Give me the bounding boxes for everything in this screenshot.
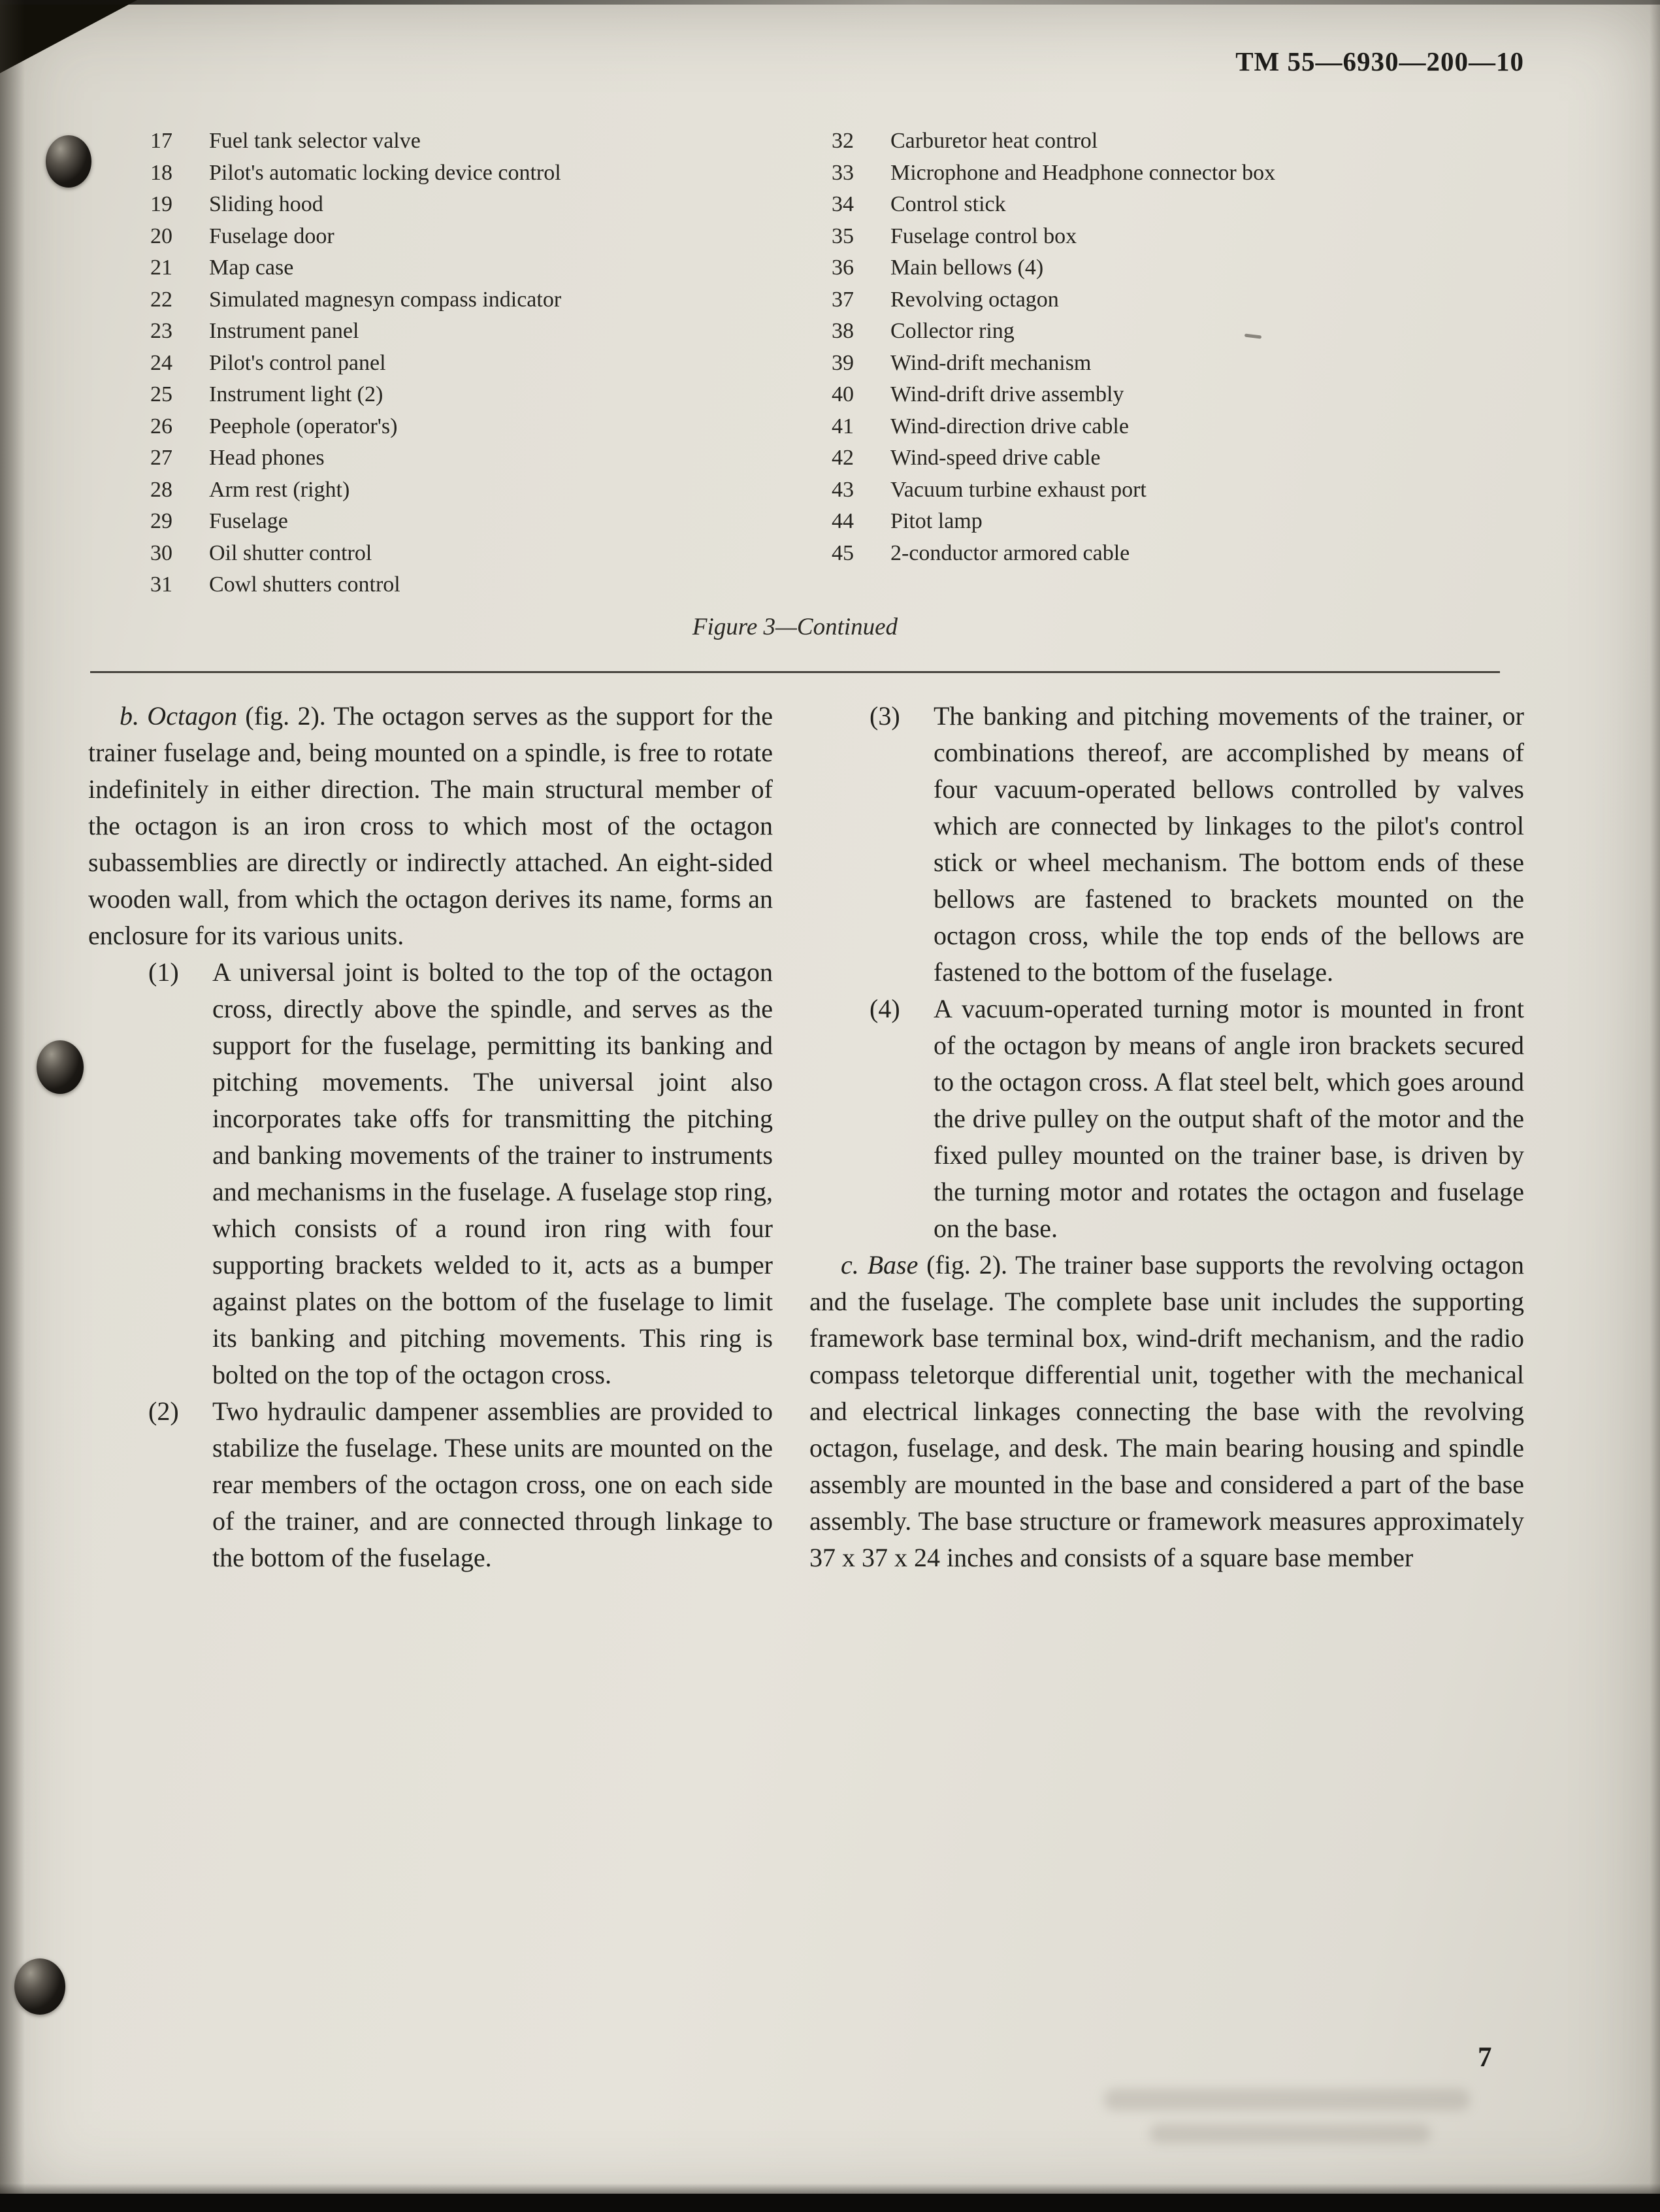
parts-list-item xyxy=(832,538,1529,570)
doc-number: TM 55—6930—200—10 xyxy=(1235,46,1524,76)
scan-left-edge xyxy=(0,0,25,2212)
parts-list-item xyxy=(150,411,832,443)
parts-list-item xyxy=(832,442,1529,474)
part-number: 41 xyxy=(832,414,854,438)
paragraph-text: Two hydraulic dampener assemblies are provided to stabilize the fuselage. These units are mounted on the rear members of the octagon cross, one on each side of the trainer, and are connected through linkage to the bottom of the fuselage. xyxy=(212,1396,773,1572)
parts-list-item xyxy=(150,157,832,190)
parts-list-item xyxy=(150,569,832,601)
part-label: Head phones xyxy=(209,446,325,470)
page-number: 7 xyxy=(1478,2042,1492,2073)
part-number: 36 xyxy=(832,256,854,280)
part-number: 44 xyxy=(832,509,854,533)
scan-top-edge xyxy=(0,0,1660,5)
part-label: Fuel tank selector valve xyxy=(209,129,421,153)
parts-list-item xyxy=(150,538,832,570)
paragraph-marker: (4) xyxy=(870,994,900,1023)
part-label: Revolving octagon xyxy=(890,287,1059,312)
scan-bottom-edge xyxy=(0,2194,1660,2212)
part-label: Instrument light (2) xyxy=(209,382,383,406)
part-number: 39 xyxy=(832,350,854,375)
part-label: Wind-speed drive cable xyxy=(890,446,1101,470)
part-label: Fuselage control box xyxy=(890,223,1077,248)
parts-list-right-column xyxy=(832,125,1529,601)
parts-list-item xyxy=(150,189,832,221)
part-number: 22 xyxy=(150,287,172,312)
paragraph-3 xyxy=(809,698,1524,991)
scan-smudge xyxy=(1150,2124,1431,2143)
parts-list-item xyxy=(150,348,832,380)
paragraph-2 xyxy=(88,1393,773,1576)
parts-list-item xyxy=(150,474,832,506)
parts-list-item xyxy=(832,506,1529,538)
paragraph-c-base xyxy=(809,1247,1524,1576)
paragraph-marker: (2) xyxy=(148,1396,179,1426)
figure-caption: Figure 3—Continued xyxy=(692,614,898,640)
punch-hole xyxy=(14,1958,65,2015)
paragraph-text: (fig. 2). The octagon serves as the support for the trainer fuselage and, being mounted on a spindle, is free to rotate indefinitely in either direction. The main structural member of the octagon is an iron cross to which most of the octagon subassemblies are directly or indirectly attached. An eight-sided wooden wall, from which the octagon derives its name, forms an enclosure for its various units. xyxy=(88,701,773,950)
part-label: Microphone and Headphone connector box xyxy=(890,160,1276,185)
part-number: 28 xyxy=(150,477,172,502)
paragraph-marker: (1) xyxy=(148,957,179,987)
part-number: 29 xyxy=(150,509,172,533)
part-number: 40 xyxy=(832,382,854,406)
part-number: 38 xyxy=(832,319,854,343)
paragraph-text: A vacuum-operated turning motor is mounted in front of the octagon by means of angle iron brackets secured to the octagon cross. A flat steel belt, which goes around the drive pulley on the output shaft of the motor and the fixed pulley mounted on the trainer base, is driven by the turning motor and rotates the octagon and fuselage on the base. xyxy=(934,994,1524,1243)
part-number: 32 xyxy=(832,129,854,153)
part-label: Fuselage xyxy=(209,509,288,533)
part-label: Carburetor heat control xyxy=(890,129,1098,153)
part-number: 18 xyxy=(150,160,172,185)
body-column-right xyxy=(809,698,1524,1576)
parts-list-item xyxy=(150,252,832,284)
part-number: 31 xyxy=(150,572,172,597)
paragraph-1 xyxy=(88,954,773,1393)
parts-list-item xyxy=(832,379,1529,411)
part-number: 30 xyxy=(150,540,172,565)
parts-list-item xyxy=(832,157,1529,190)
part-label: Fuselage door xyxy=(209,223,334,248)
parts-list-item xyxy=(150,506,832,538)
part-number: 21 xyxy=(150,256,172,280)
paragraph-text: (fig. 2). The trainer base supports the revolving octagon and the fuselage. The complete base unit includes the supporting framework base terminal box, wind-drift mechanism, and the radio compass teletorque differential unit, together with the mechanical and electrical linkages connecting the base with the revolving octagon, fuselage, and desk. The main bearing housing and spindle assembly are mounted in the base and considered a part of the base assembly. The base structure or framework measures approximately 37 x 37 x 24 inches and consists of a square base member xyxy=(809,1250,1525,1572)
parts-list-item xyxy=(150,221,832,253)
part-label: 2-conductor armored cable xyxy=(890,540,1130,565)
part-label: Control stick xyxy=(890,192,1006,216)
parts-list-item xyxy=(150,125,832,157)
part-label: Arm rest (right) xyxy=(209,477,350,502)
part-label: Pitot lamp xyxy=(890,509,983,533)
part-label: Wind-drift mechanism xyxy=(890,350,1092,375)
part-number: 26 xyxy=(150,414,172,438)
parts-list-item xyxy=(832,189,1529,221)
parts-list-item xyxy=(832,284,1529,316)
parts-list-item xyxy=(832,221,1529,253)
paragraph-lead: b. Octagon xyxy=(120,701,238,731)
part-number: 33 xyxy=(832,160,854,185)
part-label: Main bellows (4) xyxy=(890,256,1044,280)
part-number: 37 xyxy=(832,287,854,312)
punch-hole xyxy=(46,135,91,188)
paragraph-marker: (3) xyxy=(870,701,900,731)
part-label: Wind-drift drive assembly xyxy=(890,382,1124,406)
parts-list-item xyxy=(832,252,1529,284)
scan-smudge xyxy=(1104,2088,1470,2111)
part-label: Cowl shutters control xyxy=(209,572,400,597)
paragraph-lead: c. Base xyxy=(841,1250,919,1279)
paragraph-4 xyxy=(809,991,1524,1247)
part-label: Peephole (operator's) xyxy=(209,414,398,438)
parts-list-item xyxy=(150,442,832,474)
parts-list-item xyxy=(832,125,1529,157)
part-number: 42 xyxy=(832,446,854,470)
parts-list-item xyxy=(832,474,1529,506)
part-number: 23 xyxy=(150,319,172,343)
scan-right-edge xyxy=(1650,0,1660,2212)
part-number: 35 xyxy=(832,223,854,248)
parts-list-item xyxy=(150,284,832,316)
part-number: 34 xyxy=(832,192,854,216)
parts-list-left-column xyxy=(150,125,832,601)
body-text xyxy=(88,698,1524,1576)
part-label: Pilot's automatic locking device control xyxy=(209,160,561,185)
punch-hole xyxy=(37,1040,84,1094)
part-label: Vacuum turbine exhaust port xyxy=(890,477,1147,502)
part-label: Collector ring xyxy=(890,319,1015,343)
part-number: 25 xyxy=(150,382,172,406)
paragraph-b-octagon xyxy=(88,698,773,954)
part-number: 20 xyxy=(150,223,172,248)
scan-bottom-fade xyxy=(0,2183,1660,2194)
part-number: 45 xyxy=(832,540,854,565)
part-label: Oil shutter control xyxy=(209,540,372,565)
divider-rule xyxy=(90,671,1500,673)
parts-list-item xyxy=(832,411,1529,443)
part-label: Wind-direction drive cable xyxy=(890,414,1129,438)
parts-list-item xyxy=(150,379,832,411)
part-label: Sliding hood xyxy=(209,192,323,216)
part-label: Instrument panel xyxy=(209,319,359,343)
paragraph-text: The banking and pitching movements of the trainer, or combinations thereof, are accomplished by means of four vacuum-operated bellows controlled by valves which are connected by linkages to the pilot's control stick or wheel mechanism. The bottom ends of these bellows are fastened to brackets mounted on the octagon cross, while the top ends of the bellows are fastened to the bottom of the fuselage. xyxy=(934,701,1524,987)
part-label: Simulated magnesyn compass indicator xyxy=(209,287,562,312)
paragraph-text: A universal joint is bolted to the top of the octagon cross, directly above the spindle, and serves as the support for the fuselage, permitting its banking and pitching movements. The universal joint also incorporates take offs for transmitting the pitching and banking movements of the trainer to instruments and mechanisms in the fuselage. A fuselage stop ring, which consists of a round iron ring with four supporting brackets welded to it, acts as a bumper against plates on the bottom of the fuselage to limit its banking and pitching movements. This ring is bolted on the top of the octagon cross. xyxy=(212,957,773,1389)
part-number: 24 xyxy=(150,350,172,375)
parts-list-item xyxy=(150,316,832,348)
part-label: Pilot's control panel xyxy=(209,350,386,375)
body-column-left xyxy=(88,698,773,1576)
part-number: 19 xyxy=(150,192,172,216)
part-number: 43 xyxy=(832,477,854,502)
parts-list-item xyxy=(832,316,1529,348)
parts-list-item xyxy=(832,348,1529,380)
part-number: 27 xyxy=(150,446,172,470)
part-number: 17 xyxy=(150,129,172,153)
parts-list xyxy=(150,125,1529,601)
part-label: Map case xyxy=(209,256,294,280)
